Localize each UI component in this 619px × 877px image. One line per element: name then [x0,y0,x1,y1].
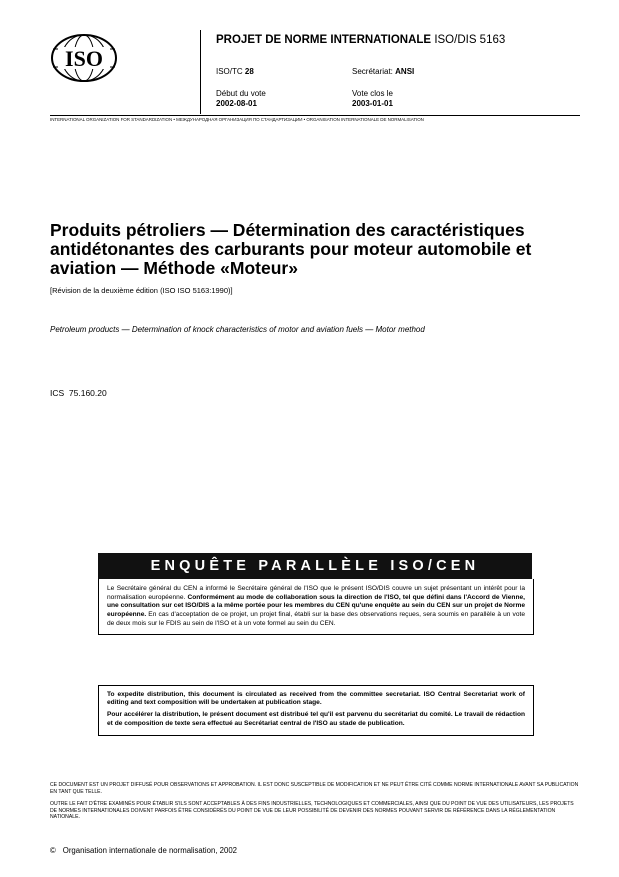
document-type-heading [216,34,505,46]
distribution-notice-fr: Pour accélérer la distribution, le présent document est distribué tel qu'il est parvenu du secrétariat du comité. Le travail de rédaction et de composition de texte sera effectué au Secrétariat central de l'ISO au stade de publication. [107,711,525,727]
header-divider [200,30,201,114]
document-title-en: Petroleum products — Determination of knock characteristics of motor and aviation fuels — Motor method [50,325,425,334]
header-rule [50,115,580,116]
ics-code: ICS 75.160.20 [50,388,107,398]
document-reference: ISO/DIS 5163 [434,34,506,46]
draft-notice: CE DOCUMENT EST UN PROJET DIFFUSÉ POUR OBSERVATIONS ET APPROBATION. IL EST DONC SUSCEPTIBLE DE MODIFICATION ET NE PEUT ÊTRE CITÉ COMME NORME INTERNATIONALE AVANT SA PUBLICATION EN TANT QUE TELLE. [50,782,579,795]
parallel-enquiry-text: Le Secrétaire général du CEN a informé le Secrétaire général de l'ISO que le présent ISO/DIS couvre un sujet présentant un intérêt pour la normalisation européenne. Conformément au mode de collaboration sous la direction de l'ISO, tel que défini dans l'Accord de Vienne, une consultation sur cet ISO/DIS a la même portée pour les membres du CEN qu'une enquête au sein du CEN sur un projet de Norme européenne. En cas d'acceptation de ce projet, un projet final, établi sur la base des observations reçues, sera soumis en parallèle à un vote de deux mois sur le FDIS au sein de l'ISO et à un vote formel au sein du CEN. [98,579,534,635]
secretariat: Secrétariat: ANSI [352,67,415,76]
reference-notice: OUTRE LE FAIT D'ÊTRE EXAMINÉS POUR ÉTABLIR S'ILS SONT ACCEPTABLES À DES FINS INDUSTRIELLES, TECHNOLOGIQUES ET COMMERCIALES, AINSI QUE DU POINT DE VUE DES UTILISATEURS, LES PROJETS DE NORMES INTERNATIONALES DOIVENT PARFOIS ÊTRE CONSIDÉRÉS DU POINT DE VUE DE LEUR POSSIBILITÉ DE DEVENIR DES NORMES POUVANT SERVIR DE RÉFÉRENCE DANS LA RÉGLEMENTATION NATIONALE. [50,801,574,821]
copyright-line: © Organisation internationale de normalisation, 2002 [50,846,237,855]
vote-start: Début du vote 2002-08-01 [216,89,266,108]
iso-logo [50,33,118,83]
document-type-label: PROJET DE NORME INTERNATIONALE [216,34,432,46]
vote-end: Vote clos le 2003-01-01 [352,89,393,108]
technical-committee: ISO/TC 28 [216,67,254,76]
organization-names: INTERNATIONAL ORGANIZATION FOR STANDARDIZATION • МЕЖДУНАРОДНАЯ ОРГАНИЗАЦИЯ ПО СТАНДАРТИЗАЦИИ • ORGANISATION INTERNATIONALE DE NORMALISATION [50,117,424,122]
distribution-notice [98,685,534,736]
iso-logo-text: ISO [65,46,103,71]
distribution-notice-en: To expedite distribution, this document is circulated as received from the committee secretariat. ISO Central Secretariat work of editing and text composition will be undertaken at publication stage. [107,691,525,707]
document-title-fr: Produits pétroliers — Détermination des caractéristiques antidétonantes des carburants pour moteur automobile et aviation — Méthode «Moteur» [50,220,532,278]
copyright-symbol: © [50,846,56,855]
revision-note: [Révision de la deuxième édition (ISO ISO 5163:1990)] [50,286,233,295]
parallel-enquiry-banner: ENQUÊTE PARALLÈLE ISO/CEN [98,553,532,579]
